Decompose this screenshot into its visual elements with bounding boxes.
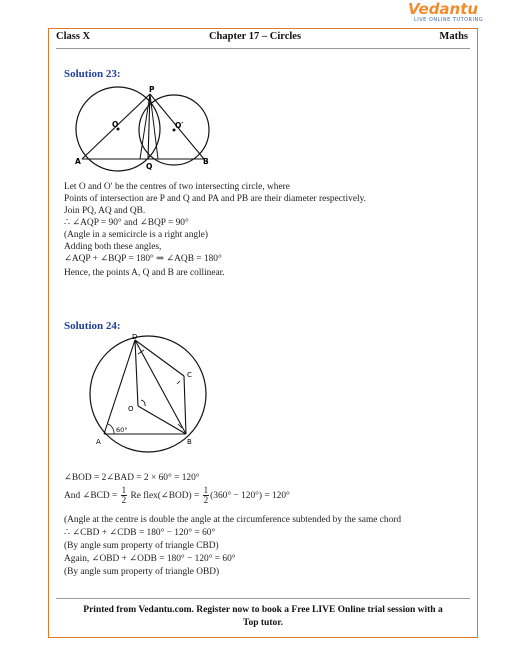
sol23-line-3: Join PQ, AQ and QB. — [64, 206, 146, 216]
sol24-line-7: (By angle sum property of triangle OBD) — [64, 567, 220, 577]
sol23-line-5: (Angle in a semicircle is a right angle) — [64, 230, 208, 240]
label-b: B — [203, 157, 209, 166]
solution-23-figure — [70, 84, 220, 176]
solution-23-heading: Solution 23: — [64, 68, 121, 80]
footer-divider — [56, 598, 470, 599]
fraction-half-2 — [203, 486, 210, 505]
sol24-line-2-suffix: (360° − 120°) = 120° — [210, 491, 290, 501]
label-o: O — [112, 120, 119, 129]
sol24-line-2 — [64, 486, 290, 506]
solution-24-figure — [88, 334, 208, 456]
fraction-1-den: 2 — [121, 495, 127, 506]
solution-24-heading: Solution 24: — [64, 320, 121, 332]
fraction-2-num: 1 — [203, 485, 209, 496]
sol24-line-5: (By angle sum property of triangle CBD) — [64, 541, 219, 551]
logo-tagline: LIVE ONLINE TUTORING — [414, 17, 484, 23]
sol24-line-4: ∴ ∠CBD + ∠CDB = 180° − 120° = 60° — [64, 528, 216, 538]
footer-line-1: Printed from Vedantu.com. Register now to book a Free LIVE Online trial session with a — [83, 605, 443, 615]
footer-line-2: Top tutor. — [243, 618, 283, 628]
fraction-2-den: 2 — [203, 495, 209, 506]
label-o-prime: O′ — [175, 121, 184, 130]
fraction-1-num: 1 — [121, 485, 127, 496]
sol23-line-6: Adding both these angles, — [64, 242, 162, 252]
class-label: Class X — [56, 31, 91, 42]
sol24-line-2-mid: Re flex(∠BOD) = — [128, 491, 202, 501]
label-b24: B — [187, 438, 192, 446]
line-p-q2 — [150, 94, 158, 159]
sol24-line-3: (Angle at the centre is double the angle at the circumference subtended by the same chord — [64, 515, 402, 525]
sol24-line-1: ∠BOD = 2∠BAD = 2 × 60° = 120° — [64, 473, 200, 483]
vedantu-logo — [408, 2, 492, 26]
sol24-line-2-prefix: And ∠BCD = — [64, 491, 120, 501]
angle-o-arc — [141, 400, 145, 406]
label-p: P — [149, 85, 155, 94]
line-ad — [104, 340, 135, 434]
sol23-line-7: ∠AQP + ∠BQP = 180° ⇒ ∠AQB = 180° — [64, 254, 222, 264]
angle-c-mark — [177, 381, 180, 384]
line-cb — [184, 376, 186, 434]
subject-label: Maths — [439, 31, 468, 42]
label-a: A — [75, 157, 81, 166]
label-a24: A — [96, 438, 101, 446]
sol23-line-8: Hence, the points A, Q and B are collinear. — [64, 268, 225, 278]
chapter-label: Chapter 17 – Circles — [208, 31, 302, 42]
header-divider — [56, 48, 470, 49]
label-60-degree: 60° — [116, 426, 128, 434]
sol24-line-6: Again, ∠OBD + ∠ODB = 180° − 120° = 60° — [64, 554, 236, 564]
angle-a-arc — [108, 424, 114, 434]
sol23-line-1: Let O and O′ be the centres of two intersecting circle, where — [64, 182, 290, 192]
sol23-line-4: ∴ ∠AQP = 90° and ∠BQP = 90° — [64, 218, 189, 228]
fraction-half-1 — [121, 486, 128, 505]
footer — [48, 604, 478, 630]
logo-name: Vedantu — [408, 0, 479, 18]
line-do — [135, 340, 138, 406]
label-q: Q — [146, 162, 153, 171]
label-c: C — [187, 371, 192, 379]
line-dc — [135, 340, 184, 376]
line-db — [135, 340, 186, 434]
label-d: D — [132, 334, 138, 341]
circumcircle — [90, 336, 206, 452]
sol23-line-2: Points of intersection are P and Q and PA and PB are their diameter respectively. — [64, 194, 367, 204]
label-o24: O — [128, 405, 134, 413]
